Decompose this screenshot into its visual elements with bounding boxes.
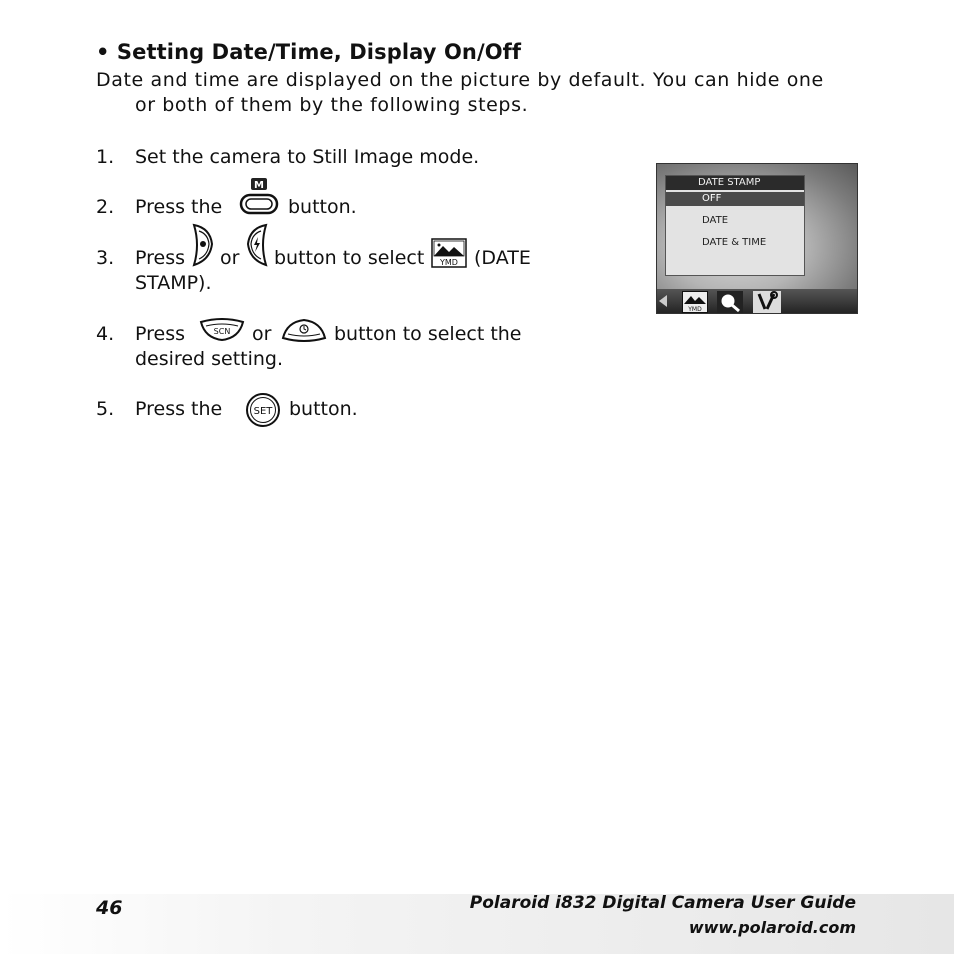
intro-line-2: or both of them by the following steps. <box>135 94 529 116</box>
step-text-after: button. <box>289 398 358 420</box>
step-number: 5. <box>96 398 115 420</box>
intro-line-1: Date and time are displayed on the picture by default. You can hide one <box>96 69 824 91</box>
step-text-cont: STAMP). <box>135 272 212 294</box>
camera-lcd-screen <box>656 163 858 314</box>
lcd-toolbar <box>657 289 857 314</box>
footer-url: www.polaroid.com <box>688 918 856 937</box>
arrow-left-icon <box>658 294 668 308</box>
step-number: 1. <box>96 146 115 168</box>
scene-up-button-icon <box>199 318 245 342</box>
menu-option-date[interactable]: DATE <box>702 215 729 226</box>
step-text-before: Press the <box>135 196 223 218</box>
footer-title: Polaroid i832 Digital Camera User Guide <box>469 893 856 913</box>
step-text-before: Press <box>135 247 186 269</box>
step-text-before: Press the <box>135 398 223 420</box>
menu-title: DATE STAMP <box>666 176 804 190</box>
date-stamp-icon <box>431 238 467 268</box>
menu-option-date-time[interactable]: DATE & TIME <box>702 237 767 248</box>
step-text-after: button. <box>288 196 357 218</box>
step-text-after: button to select the <box>334 323 522 345</box>
step-text: Set the camera to Still Image mode. <box>135 146 480 168</box>
self-timer-down-button-icon <box>281 318 327 342</box>
date-stamp-icon <box>682 291 708 313</box>
menu-button-icon <box>238 177 282 217</box>
svg-text:SET: SET <box>253 406 273 417</box>
step-number: 3. <box>96 247 115 269</box>
section-heading: • Setting Date/Time, Display On/Off <box>96 40 522 64</box>
magnifier-icon <box>717 291 743 313</box>
svg-text:SCN: SCN <box>213 327 231 336</box>
step-text-before: Press <box>135 323 186 345</box>
step-text-cont: desired setting. <box>135 348 284 370</box>
setup-tools-icon <box>753 291 781 313</box>
svg-text:YMD: YMD <box>440 258 458 267</box>
svg-text:M: M <box>254 180 264 191</box>
step-number: 2. <box>96 196 115 218</box>
flash-right-button-icon <box>244 222 270 268</box>
step-text-mid: or <box>220 247 240 269</box>
date-stamp-menu <box>665 175 805 276</box>
step-text-mid: or <box>252 323 272 345</box>
svg-text:YMD: YMD <box>688 306 702 313</box>
macro-left-button-icon <box>190 222 216 268</box>
step-number: 4. <box>96 323 115 345</box>
step-text-paren: (DATE <box>474 247 531 269</box>
step-text-after: button to select <box>274 247 425 269</box>
menu-option-off[interactable]: OFF <box>666 192 804 206</box>
set-button-icon <box>245 392 281 428</box>
page-number: 46 <box>96 897 123 919</box>
